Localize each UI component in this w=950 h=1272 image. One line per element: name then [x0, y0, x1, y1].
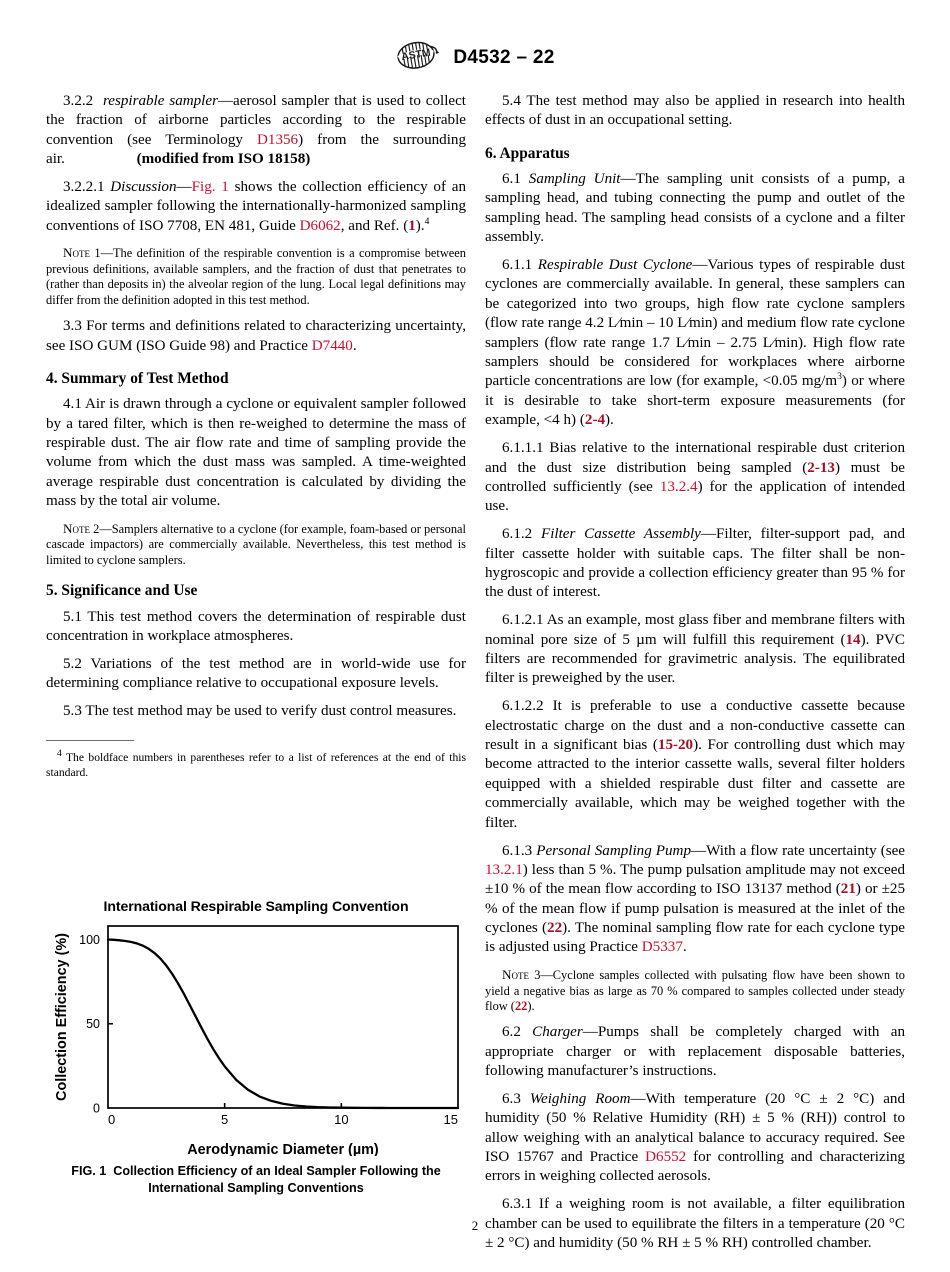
clause-text-end: ). PVC filters are recommended for gravimetric analysis. The equilibrated filter is preweighed by the user. — [485, 631, 905, 687]
clause-text: Bias relative to the international respirable dust criterion and the dust size distribution being sampled ( — [485, 440, 905, 476]
clause-text: — — [176, 179, 192, 196]
clause-text: It is preferable to use a conductive cassette because electrostatic charge on the dust and a non-conductive cassette can result in a significant bias ( — [485, 698, 905, 754]
x-axis-tick-label: 0 — [108, 1112, 116, 1127]
paragraph-3-2-2-1 — [46, 178, 466, 236]
standard-reference-link[interactable]: D5337 — [641, 939, 683, 956]
footnote-text: The boldface numbers in parentheses refer to a list of references at the end of this standard. — [46, 751, 466, 780]
standard-reference-link[interactable]: D6062 — [299, 217, 341, 234]
note-number: 2— — [89, 521, 112, 536]
clause-number: 6.1.2.1 — [502, 612, 544, 629]
clause-number: 6.3.1 — [502, 1196, 533, 1213]
paragraph-6-1-3 — [485, 842, 905, 958]
note-text: The definition of the respirable convention is a compromise between previous definitions, available samplers, and the fraction of dust that penetrates to (rather than deposits in) the alveolar region of the lung. Local legal definitions may differ from the definition adopted in this test method. — [46, 246, 467, 308]
clause-text-end: . — [352, 337, 357, 354]
x-axis-tick-label: 5 — [221, 1112, 229, 1127]
section-cross-reference-link[interactable]: 13.2.1 — [485, 861, 523, 878]
bibliography-reference-link[interactable]: 1 — [408, 217, 416, 234]
clause-text-cont: ) from the surrounding air. — [46, 131, 466, 168]
paragraph-4-1 — [46, 395, 466, 511]
clause-text: —The sampling unit consists of a pump, a sampling head, and tubing connecting the pump and outlet of the sampling head. The sampling head consists of a cyclone and a filter assembly. — [485, 171, 905, 246]
chart-plot-area — [46, 918, 466, 1156]
clause-number: 6.2 — [502, 1024, 521, 1041]
note-1 — [46, 245, 466, 309]
note-label: Note — [63, 520, 90, 536]
clause-text-end: ). For controlling dust which may become attracted to the interior cassette walls, several filter holders equipped with a shielded respirable dust filter and cassette are commercially available, which may be weighed together with the filter. — [485, 737, 905, 831]
standard-reference-link[interactable]: D6552 — [645, 1149, 687, 1166]
paragraph-3-3 — [46, 317, 466, 356]
svg-text:ASTM: ASTM — [401, 47, 432, 64]
clause-number: 5.4 — [502, 93, 521, 109]
clause-number: 6.1 — [502, 171, 521, 188]
clause-number: 5.2 — [63, 656, 82, 673]
clause-number: 6.3 — [502, 1090, 521, 1107]
paragraph-6-1-1-1 — [485, 439, 905, 517]
paragraph-6-1 — [485, 170, 905, 248]
clause-text: —aerosol sampler that is used to collect the fraction of airborne particles according to the respirable convention (see Terminology — [46, 93, 467, 148]
clause-number: 5.3 — [63, 703, 82, 720]
defined-term: respirable sampler — [102, 93, 218, 109]
note-label: Note — [63, 245, 90, 261]
paragraph-6-1-1 — [485, 256, 905, 431]
x-axis-tick-label: 15 — [443, 1112, 458, 1127]
footnote-4 — [46, 750, 466, 780]
efficiency-curve — [108, 939, 458, 1108]
defined-term: Charger — [532, 1024, 583, 1041]
defined-term: Weighing Room — [529, 1090, 631, 1107]
figure-caption — [46, 1163, 466, 1196]
clause-text: The test method may be used to verify dust control measures. — [81, 703, 457, 720]
chart-title: International Respirable Sampling Convention — [103, 898, 409, 914]
clause-number: 6.1.3 — [502, 842, 533, 859]
document-designation: D4532 – 22 — [453, 46, 555, 68]
defined-term: Filter Cassette Assembly — [541, 526, 701, 543]
clause-number: 3.2.2 — [63, 93, 94, 109]
note-text: Cyclone samples collected with pulsating flow have been shown to yield a negative bias as large as 70 % compared to samples collected under steady flow ( — [485, 967, 905, 1014]
bibliography-reference-link[interactable]: 2-13 — [807, 459, 835, 476]
clause-number: 3.3 — [63, 318, 82, 335]
collection-efficiency-chart — [46, 918, 466, 1156]
figure-reference-link[interactable]: Fig. 1 — [191, 179, 229, 196]
standard-reference-link[interactable]: D1356 — [257, 131, 299, 148]
defined-term: Respirable Dust Cyclone — [537, 257, 693, 274]
footnote-marker[interactable]: 4 — [424, 215, 430, 227]
footnote-number: 4 — [57, 748, 62, 760]
clause-number: 6.1.2 — [502, 526, 533, 543]
paragraph-6-1-2-2 — [485, 697, 905, 833]
section-heading-6: 6. Apparatus — [485, 144, 570, 162]
figure-caption-text: Collection Efficiency of an Ideal Sampler Following the International Sampling Conventions — [113, 1164, 441, 1195]
paragraph-3-2-2 — [46, 92, 466, 170]
standard-reference-link[interactable]: D7440 — [311, 337, 353, 354]
chart-frame — [108, 926, 458, 1108]
x-axis-title: Aerodynamic Diameter (µm) — [187, 1142, 379, 1156]
clause-text-cont: ) or where it is desirable to take short-term exposure measurements (for example, <4 h) ( — [485, 373, 905, 429]
y-axis-title: Collection Efficiency (%) — [54, 933, 70, 1101]
bibliography-reference-link-2[interactable]: 22 — [547, 920, 563, 937]
y-axis-tick-label: 100 — [79, 932, 100, 947]
clause-text-cont2: , and Ref. ( — [340, 217, 409, 234]
clause-text-cont: ) must be controlled sufficiently (see — [485, 459, 905, 495]
bibliography-reference-link[interactable]: 15-20 — [657, 737, 694, 754]
section-heading-4: 4. Summary of Test Method — [46, 370, 229, 388]
paragraph-6-3 — [485, 1090, 905, 1187]
clause-number: 6.1.1.1 — [502, 440, 544, 457]
page-number: 2 — [471, 1218, 479, 1233]
clause-text: —Various types of respirable dust cyclones are commercially available. In general, these samplers can be categorized into two groups, high flow rate cyclone samplers (flow rate range 4.2 L⁄min – 10 L⁄min) and medium flow rate cyclone samplers (flow rate range 1.7 L⁄min – 2.75 L⁄min). High flow rate samplers should be considered for workplaces where airborne particle concentrations are low (for example, <0.05 mg/m — [485, 257, 905, 390]
clause-text-cont: shows the collection efficiency of an idealized sampler following the internationally-harmonized sampling conventions of ISO 7708, EN 481, Guide — [46, 179, 466, 234]
clause-text-end: . — [682, 939, 687, 956]
note-number: 1— — [89, 246, 113, 261]
clause-text: If a weighing room is not available, a filter equilibration chamber can be used to equilibrate the filters in a temperature (20 °C ± 2 °C) and humidity (50 % RH ± 5 % RH) controlled chamber. — [485, 1196, 905, 1252]
note-2 — [46, 521, 466, 569]
note-text-end: ). — [527, 999, 535, 1014]
clause-text-cont3: ). The nominal sampling flow rate for each cyclone type is adjusted using Practice — [485, 920, 905, 956]
clause-number: 5.1 — [63, 608, 82, 625]
bibliography-reference-link[interactable]: 14 — [845, 631, 861, 648]
clause-text-end: ). — [415, 217, 425, 234]
paragraph-6-1-2-1 — [485, 611, 905, 689]
discussion-label: Discussion — [110, 179, 177, 196]
clause-text: For terms and definitions related to characterizing uncertainty, see ISO GUM (ISO Guide 98) and Practice — [46, 318, 466, 354]
source-modifier: (modified from ISO 18158) — [136, 151, 311, 168]
clause-text: The test method may also be applied in research into health effects of dust in an occupational setting. — [485, 93, 905, 129]
paragraph-6-1-2 — [485, 525, 905, 603]
figure-1 — [46, 898, 466, 1196]
paragraph-5-4 — [485, 92, 905, 131]
clause-text: —With a flow rate uncertainty (see — [691, 842, 905, 859]
note-label: Note — [502, 966, 529, 982]
footnote-divider — [46, 740, 134, 742]
note-text: Samplers alternative to a cyclone (for example, foam-based or personal cascade impactors) are commercially available. Nevertheless, this test method is limited to cyclone samplers. — [46, 521, 467, 567]
right-column — [485, 92, 905, 1254]
paragraph-6-2 — [485, 1023, 905, 1081]
section-heading-5: 5. Significance and Use — [46, 582, 198, 600]
clause-text: —Pumps shall be completely charged with an appropriate charger or with replacement disposable batteries, following manufacturer’s instructions. — [485, 1024, 905, 1080]
paragraph-5-1 — [46, 608, 466, 647]
y-axis-tick-label: 50 — [86, 1017, 100, 1032]
superscript-exponent: 3 — [837, 371, 842, 383]
clause-text: As an example, most glass fiber and membrane filters with nominal pore size of 5 µm will fulfill this requirement ( — [485, 612, 905, 648]
clause-text: —With temperature (20 °C ± 2 °C) and humidity (50 % Relative Humidity (RH) ± 5 % (RH)) control to allow weighing with an analytical balance to accuracy required. See ISO 15767 and Practice — [485, 1090, 905, 1166]
footnote-block — [46, 740, 466, 781]
clause-text-end: ). — [605, 412, 614, 429]
clause-number: 3.2.2.1 — [63, 179, 105, 196]
paragraph-5-3 — [46, 702, 466, 721]
paragraph-5-2 — [46, 655, 466, 694]
x-axis-tick-label: 10 — [334, 1112, 349, 1127]
clause-text: —Filter, filter-support pad, and filter cassette holder with suitable caps. The filter shall be non-hygroscopic and provide a collection efficiency greater than 95 % for the dust of interest. — [485, 526, 905, 601]
clause-text-end: for controlling and characterizing errors in weighing collected aerosols. — [485, 1149, 905, 1185]
clause-text-cont: ) less than 5 %. The pump pulsation amplitude may not exceed ±10 % of the mean flow according to ISO 13137 method ( — [485, 861, 905, 898]
page-header — [0, 40, 950, 75]
clause-text-end: ) for the application of intended use. — [485, 478, 905, 515]
figure-caption-label: FIG. 1 — [71, 1164, 107, 1178]
clause-text-cont2: ) or ±25 % of the mean flow if pump pulsation is measured at the inlet of the cyclones ( — [485, 881, 905, 937]
clause-text: Air is drawn through a cyclone or equivalent sampler followed by a tared filter, which is then re-weighed to determine the mass of respirable dust. The air flow rate and time of sampling provide the volume from which the dust mass was sampled. A time-weighted average respirable dust concentration is calculated by dividing the mass by the total air volume. — [46, 396, 466, 510]
clause-number: 4.1 — [63, 396, 82, 413]
y-axis-tick-label: 0 — [93, 1101, 100, 1116]
section-cross-reference-link[interactable]: 13.2.4 — [659, 478, 698, 495]
clause-number: 6.1.2.2 — [502, 698, 544, 715]
clause-text: Variations of the test method are in world-wide use for determining compliance relative to occupational exposure levels. — [46, 656, 466, 692]
clause-text: This test method covers the determination of respirable dust concentration in workplace atmospheres. — [46, 608, 466, 645]
bibliography-reference-link[interactable]: 21 — [840, 881, 856, 898]
note-3 — [485, 967, 905, 1015]
defined-term: Sampling Unit — [528, 171, 621, 188]
clause-number: 6.1.1 — [502, 257, 533, 274]
defined-term: Personal Sampling Pump — [536, 842, 692, 859]
bibliography-reference-link[interactable]: 2-4 — [584, 412, 606, 429]
note-number: 3— — [528, 967, 553, 982]
bibliography-reference-link[interactable]: 22 — [514, 999, 528, 1014]
astm-logo-icon — [395, 40, 441, 75]
